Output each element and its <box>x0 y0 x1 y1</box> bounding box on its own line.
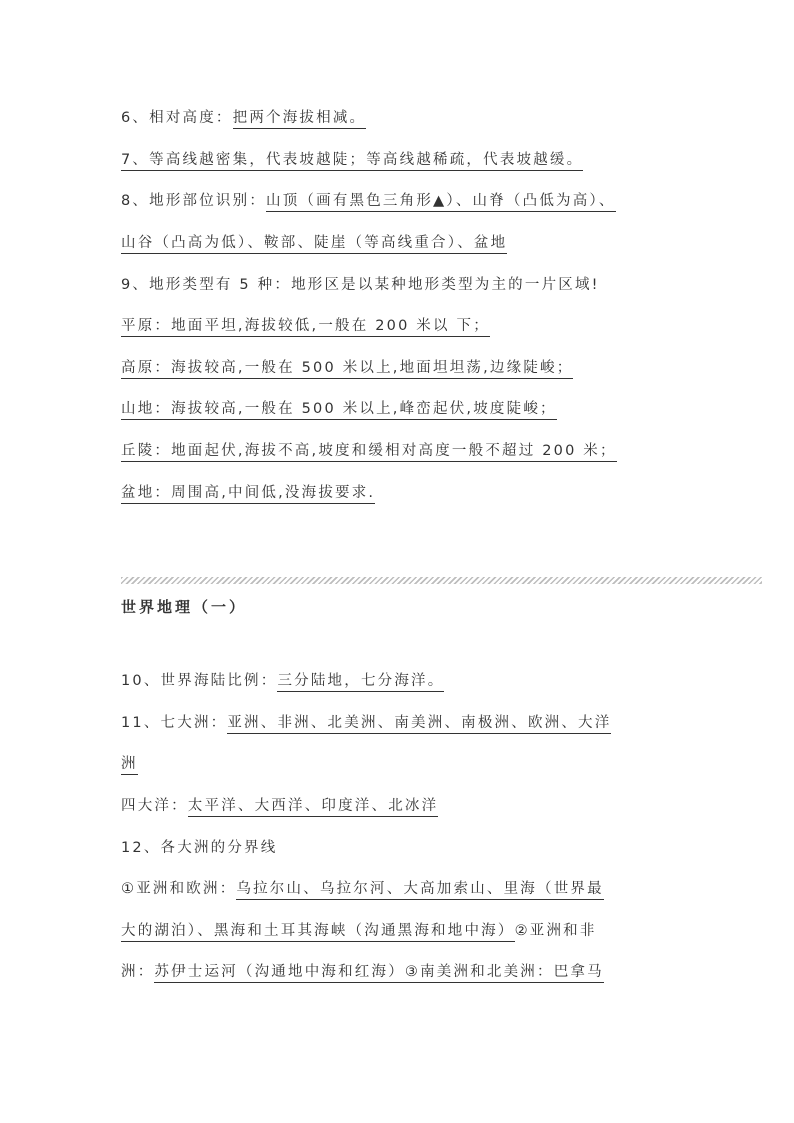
item-11 <box>121 713 611 733</box>
boundary-asia-europe-label: ①亚洲和欧洲： <box>121 881 237 897</box>
item-11-continued <box>121 754 138 774</box>
item-9-text: 9、地形类型有 5 种：地形区是以某种地形类型为主的一片区域! <box>121 277 600 293</box>
item-12-text: 12、各大洲的分界线 <box>121 840 278 856</box>
boundary-asia-africa-label: ②亚洲和非 <box>514 923 597 939</box>
boundary-asia-europe-answer-cont: 大的湖泊）、黑海和土耳其海峡（沟通黑海和地中海） <box>121 923 515 942</box>
boundary-asia-africa-label-cont: 洲： <box>121 964 155 980</box>
item-6 <box>121 108 366 128</box>
basin-definition <box>121 483 375 503</box>
item-10 <box>121 671 444 691</box>
boundary-americas-label: ③南美洲和北美洲：巴拿马 <box>405 964 604 983</box>
item-10-answer: 三分陆地，七分海洋。 <box>277 673 444 692</box>
four-oceans-prefix: 四大洋： <box>121 798 188 814</box>
item-10-prefix: 10、世界海陆比例： <box>121 673 278 689</box>
item-7 <box>121 150 583 170</box>
four-oceans <box>121 796 438 816</box>
mountain-definition <box>121 399 557 419</box>
item-6-prefix: 6、相对高度： <box>121 110 233 126</box>
plateau-definition <box>121 358 573 378</box>
item-6-answer: 把两个海拔相减。 <box>233 110 367 129</box>
item-9 <box>121 275 600 295</box>
item-11-prefix: 11、七大洲： <box>121 715 228 731</box>
plain-text: 平原：地面平坦,海拔较低,一般在 200 米以 下； <box>121 318 490 337</box>
section-divider <box>121 577 762 584</box>
item-12 <box>121 838 277 858</box>
item-11-answer-line1: 亚洲、非洲、北美洲、南美洲、南极洲、欧洲、大洋 <box>227 715 611 734</box>
item-8-answer-line2: 山谷（凸高为低）、鞍部、陡崖（等高线重合）、盆地 <box>121 235 507 254</box>
item-7-answer: 7、等高线越密集，代表坡越陡；等高线越稀疏，代表坡越缓。 <box>121 152 583 171</box>
boundary-asia-africa-answer: 苏伊士运河（沟通地中海和红海） <box>154 964 405 983</box>
mountain-text: 山地：海拔较高,一般在 500 米以上,峰峦起伏,坡度陡峻； <box>121 401 557 420</box>
plain-definition <box>121 316 490 336</box>
section-title-text: 世界地理（一） <box>121 598 248 616</box>
boundary-line-1 <box>121 879 604 899</box>
four-oceans-answer: 太平洋、大西洋、印度洋、北冰洋 <box>188 798 439 817</box>
boundary-asia-europe-answer: 乌拉尔山、乌拉尔河、大高加索山、里海（世界最 <box>236 881 603 900</box>
hills-definition <box>121 441 617 461</box>
item-8-continued <box>121 233 507 253</box>
hills-text: 丘陵：地面起伏,海拔不高,坡度和缓相对高度一般不超过 200 米； <box>121 443 617 462</box>
item-8 <box>121 191 616 211</box>
basin-text: 盆地：周围高,中间低,没海拔要求. <box>121 485 375 504</box>
plateau-text: 高原：海拔较高,一般在 500 米以上,地面坦坦荡,边缘陡峻； <box>121 360 573 379</box>
item-11-answer-line2: 洲 <box>121 756 138 775</box>
boundary-line-2 <box>121 921 597 941</box>
item-8-prefix: 8、地形部位识别： <box>121 193 267 209</box>
boundary-line-3 <box>121 962 604 982</box>
item-8-answer-line1: 山顶（画有黑色三角形▲）、山脊（凸低为高）、 <box>266 193 616 212</box>
section-title <box>121 597 247 617</box>
